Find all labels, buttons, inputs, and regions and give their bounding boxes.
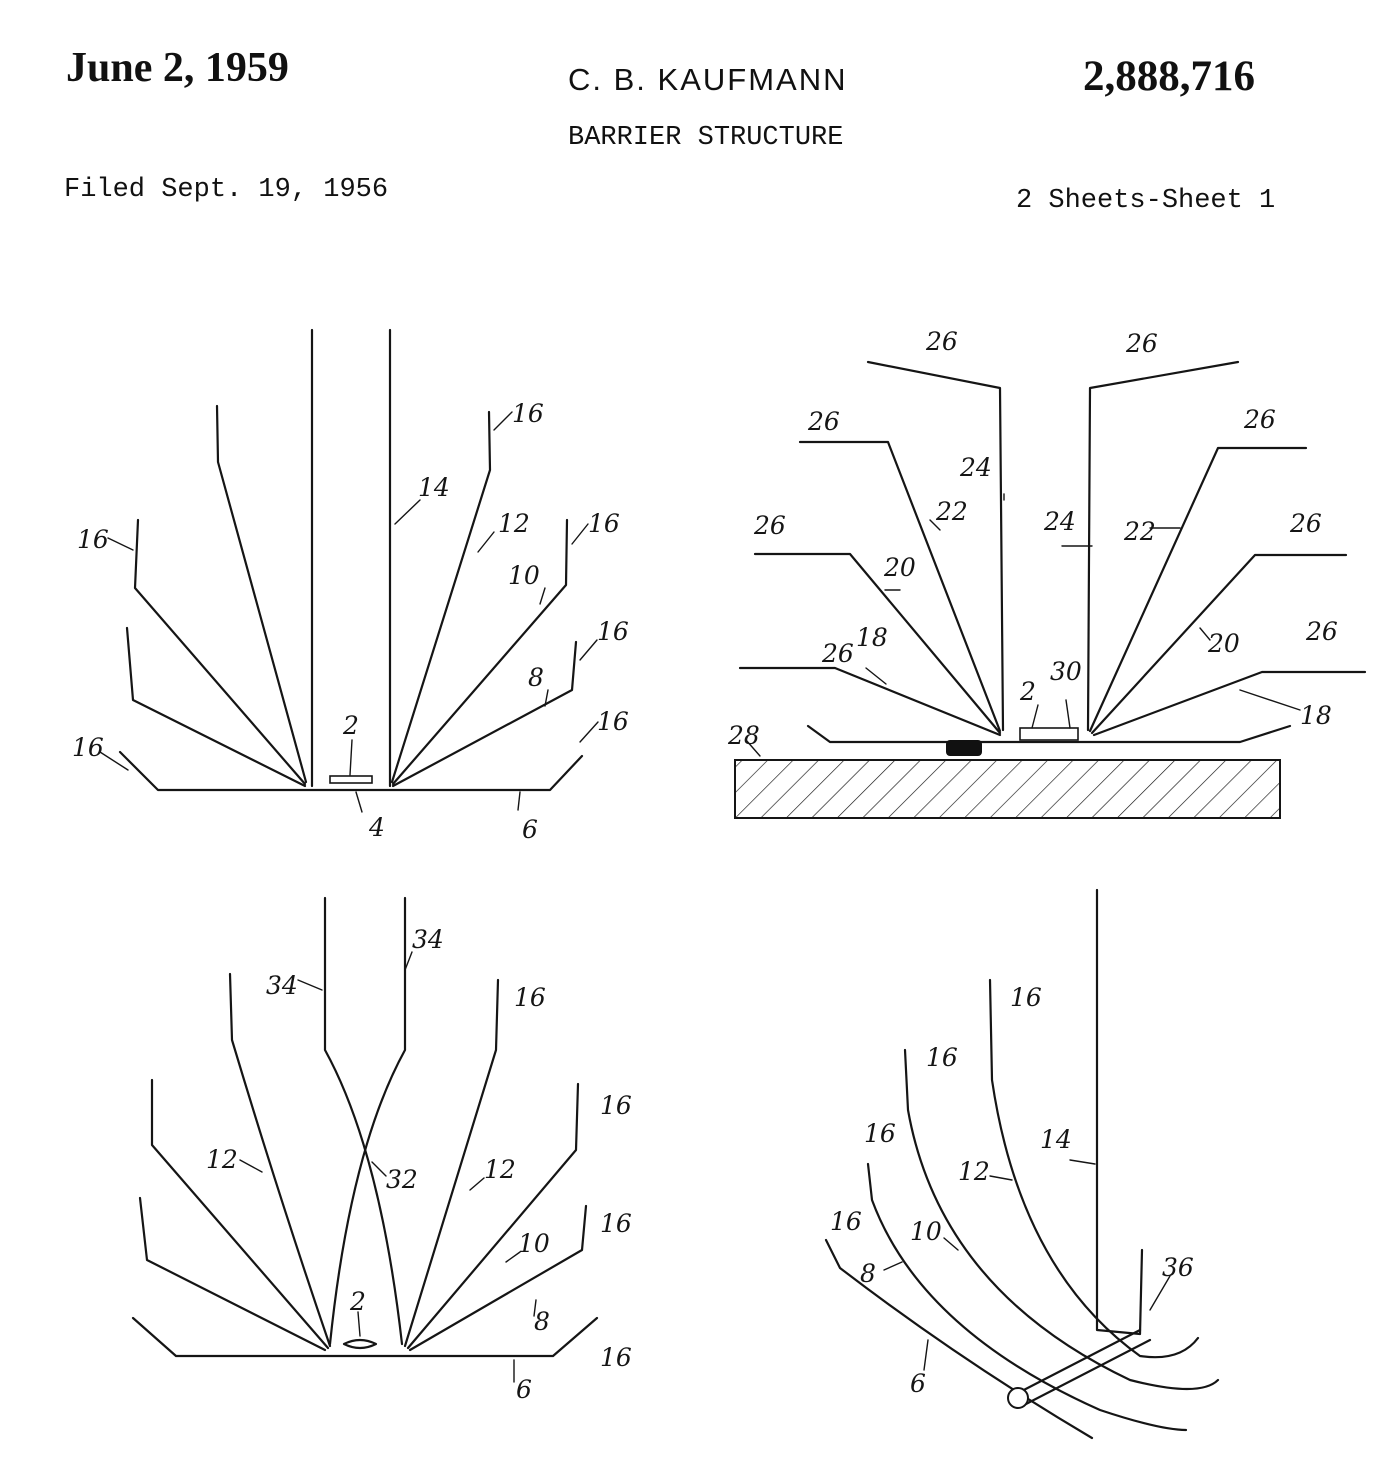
- fig4-clamp-rod: [1016, 1330, 1150, 1404]
- fig2-leader-2: [1032, 705, 1038, 728]
- fig2-label-18-right: 18: [1300, 701, 1332, 730]
- fig1-label-4: 4: [369, 813, 385, 842]
- fig2-label-20-right: 20: [1208, 629, 1240, 658]
- fig3-label-16b: 16: [600, 1091, 632, 1120]
- fig1-wire-12-right: [392, 412, 490, 782]
- fig4-wire-12: [990, 980, 1198, 1357]
- fig3-wire-8-right: [410, 1206, 586, 1350]
- fig1-wire-10-right: [393, 520, 567, 784]
- figure-2: [727, 327, 1365, 818]
- fig1-leader-16d: [580, 722, 598, 742]
- fig3-label-34-right: 34: [412, 925, 444, 954]
- fig2-label-20-left: 20: [884, 553, 916, 582]
- fig1-leader-12: [478, 532, 494, 552]
- fig2-label-26g: 26: [1290, 509, 1322, 538]
- fig4-label-16b: 16: [926, 1043, 958, 1072]
- fig1-leader-10: [540, 588, 545, 604]
- fig4-label-16d: 16: [830, 1207, 862, 1236]
- fig2-label-26f: 26: [1244, 405, 1276, 434]
- fig2-label-26a: 26: [822, 639, 854, 668]
- fig1-label-16c: 16: [597, 617, 629, 646]
- figure-3: [133, 898, 632, 1404]
- fig3-wire-12-left: [230, 974, 330, 1346]
- fig1-label-14: 14: [418, 473, 450, 502]
- fig3-label-6: 6: [516, 1375, 532, 1404]
- fig2-label-24-right: 24: [1044, 507, 1076, 536]
- fig2-label-22-left: 22: [936, 497, 968, 526]
- fig4-leader-8: [884, 1262, 902, 1270]
- fig1-leader-4: [356, 792, 362, 812]
- fig1-label-16b: 16: [588, 509, 620, 538]
- fig1-label-10: 10: [508, 561, 540, 590]
- fig3-label-8: 8: [534, 1307, 550, 1336]
- fig2-label-18-left: 18: [856, 623, 888, 652]
- fig4-label-12: 12: [958, 1157, 990, 1186]
- fig4-label-6: 6: [910, 1369, 926, 1398]
- fig1-label-16d: 16: [597, 707, 629, 736]
- fig4-wire-14: [1097, 890, 1142, 1334]
- fig3-leader-34-left: [298, 980, 322, 990]
- fig3-wire-8-left: [140, 1198, 325, 1350]
- figure-4: [826, 890, 1218, 1438]
- fig3-label-2: 2: [350, 1287, 366, 1316]
- fig3-label-10: 10: [518, 1229, 550, 1258]
- fig3-label-32: 32: [386, 1165, 418, 1194]
- fig1-leader-16a: [494, 412, 512, 430]
- fig1-label-12: 12: [498, 509, 530, 538]
- fig2-wire-24-right: [1088, 362, 1238, 730]
- fig2-label-2: 2: [1020, 677, 1036, 706]
- fig3-wire-10-right: [408, 1084, 578, 1348]
- fig4-label-8: 8: [860, 1259, 876, 1288]
- fig3-label-12-left: 12: [206, 1145, 238, 1174]
- patent-title: BARRIER STRUCTURE: [568, 123, 844, 153]
- fig3-label-16d: 16: [600, 1343, 632, 1372]
- fig3-leader-12-left: [240, 1160, 262, 1172]
- fig3-label-16c: 16: [600, 1209, 632, 1238]
- fig1-leader-16b: [572, 524, 588, 544]
- fig2-label-30: 30: [1050, 657, 1082, 686]
- fig3-base-wire-6: [133, 1318, 597, 1356]
- fig4-label-16a: 16: [1010, 983, 1042, 1012]
- patent-date: June 2, 1959: [66, 45, 289, 91]
- fig2-wire-22-right: [1090, 448, 1306, 731]
- fig1-label-6: 6: [522, 815, 538, 844]
- sheet-count: 2 Sheets-Sheet 1: [1016, 186, 1276, 216]
- fig1-label-16e: 16: [77, 525, 109, 554]
- fig2-wire-18-left: [740, 668, 1000, 735]
- fig4-leader-6: [924, 1340, 928, 1370]
- fig2-label-28: 28: [728, 721, 760, 750]
- fig2-leader-30: [1066, 700, 1070, 728]
- fig4-leader-14: [1070, 1160, 1095, 1164]
- fig2-wire-22-left: [800, 442, 1000, 731]
- fig4-leader-12: [990, 1176, 1012, 1180]
- fig1-wire-8-right: [393, 642, 576, 786]
- fig1-wire-12-left: [217, 406, 306, 782]
- filing-date: Filed Sept. 19, 1956: [64, 175, 389, 205]
- fig1-label-16f: 16: [72, 733, 104, 762]
- fig1-label-8: 8: [528, 663, 544, 692]
- fig1-leader-2: [350, 740, 352, 775]
- fig3-leader-32: [372, 1162, 386, 1176]
- inventor-name: C. B. KAUFMANN: [568, 62, 848, 97]
- fig4-label-14: 14: [1040, 1125, 1072, 1154]
- fig1-leader-6: [518, 792, 520, 810]
- fig1-leader-14: [395, 500, 420, 524]
- fig4-label-36: 36: [1162, 1253, 1194, 1282]
- fig3-leader-12-right: [470, 1178, 484, 1190]
- fig1-wire-8-left: [127, 628, 305, 786]
- fig2-leader-18-right: [1240, 690, 1300, 710]
- fig2-ground-28: [735, 760, 1280, 818]
- fig4-bolt-head: [1008, 1388, 1028, 1408]
- fig3-clip-2: [344, 1340, 376, 1348]
- fig4-label-16c: 16: [864, 1119, 896, 1148]
- fig2-label-26h: 26: [1306, 617, 1338, 646]
- figure-1: [72, 330, 629, 844]
- fig3-label-12-right: 12: [484, 1155, 516, 1184]
- fig3-label-16a: 16: [514, 983, 546, 1012]
- fig2-clip-30: [1020, 728, 1078, 740]
- fig2-label-22-right: 22: [1124, 517, 1156, 546]
- fig1-leader-16c: [580, 640, 597, 660]
- fig2-label-26e: 26: [1126, 329, 1158, 358]
- fig2-label-24-left: 24: [960, 453, 992, 482]
- fig1-label-2: 2: [343, 711, 359, 740]
- fig2-wire-24-left: [868, 362, 1003, 730]
- fig2-fastener: [946, 740, 982, 756]
- patent-number: 2,888,716: [1083, 53, 1255, 100]
- fig3-wire-34-left: [325, 898, 402, 1344]
- fig2-label-26b: 26: [754, 511, 786, 540]
- fig3-label-34-left: 34: [266, 971, 298, 1000]
- fig1-clip-2: [330, 776, 372, 783]
- fig4-wire-10: [905, 1050, 1218, 1389]
- fig4-leader-10: [944, 1238, 958, 1250]
- fig4-label-10: 10: [910, 1217, 942, 1246]
- fig2-label-26c: 26: [808, 407, 840, 436]
- fig1-leader-16e: [108, 538, 133, 550]
- fig2-label-26d: 26: [926, 327, 958, 356]
- fig1-label-16a: 16: [512, 399, 544, 428]
